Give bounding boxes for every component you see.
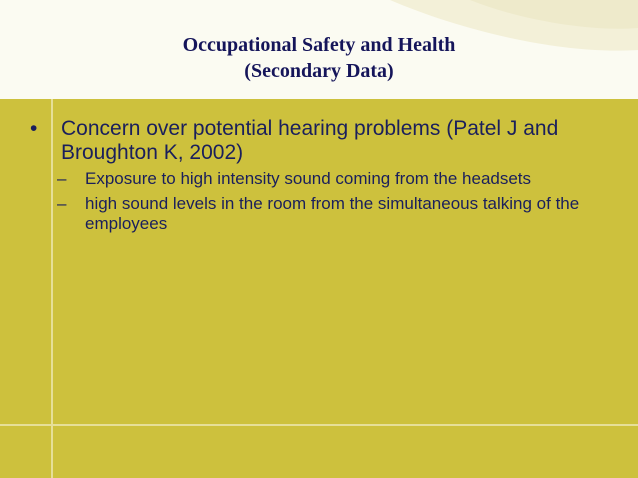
slide-header (0, 0, 638, 99)
sub-bullet-text: high sound levels in the room from the simultaneous talking of the employees (85, 194, 580, 233)
bullet-text: Concern over potential hearing problems (Patel J and Broughton K, 2002) (61, 117, 559, 164)
slide-title (0, 32, 638, 84)
horizontal-accent-line (0, 424, 638, 426)
bullet-item (30, 117, 620, 165)
sub-bullet-item (57, 194, 620, 234)
sub-bullet-marker: – (57, 194, 67, 213)
sub-bullet-text: Exposure to high intensity sound coming from the headsets (85, 169, 532, 188)
sub-bullet-marker: – (57, 169, 67, 188)
slide-body (30, 117, 620, 239)
sub-bullet-item (57, 169, 620, 189)
slide-title-line-1: Occupational Safety and Health (182, 34, 456, 56)
slide-title-line-2: (Secondary Data) (244, 60, 394, 82)
bullet-marker: • (30, 117, 38, 140)
